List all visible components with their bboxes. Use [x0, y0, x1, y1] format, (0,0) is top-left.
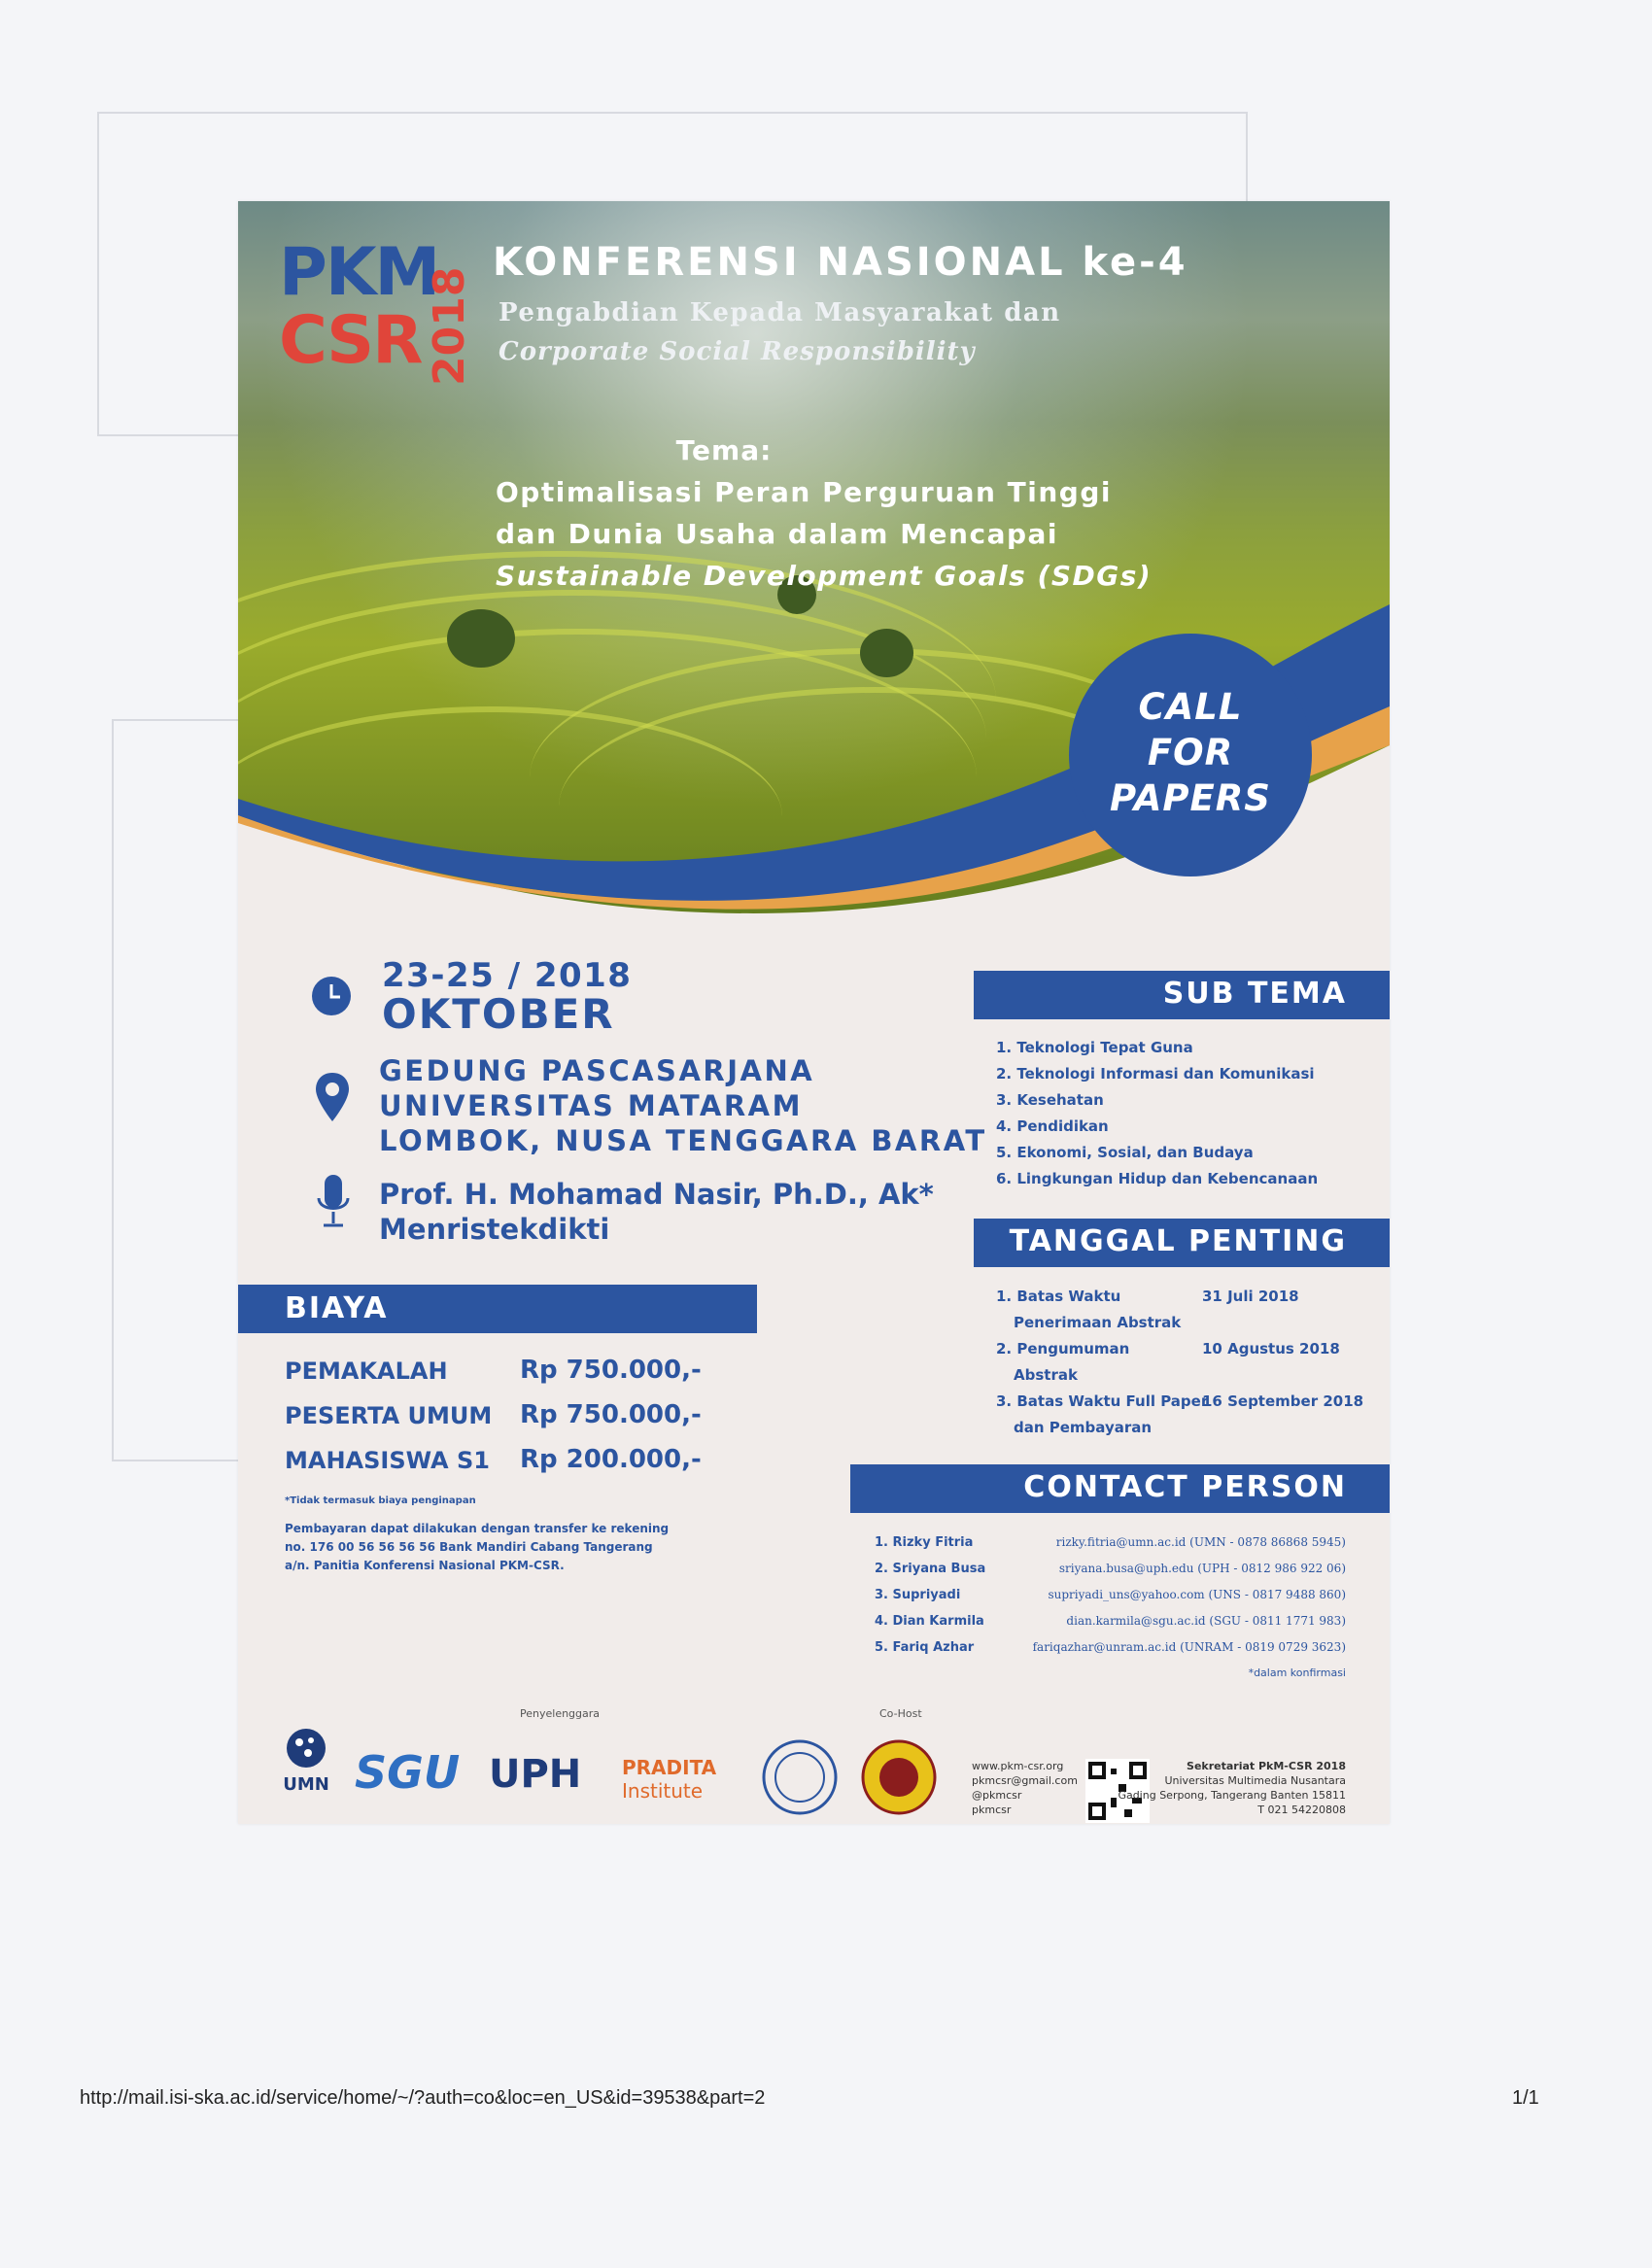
pradita-logo — [622, 1756, 716, 1803]
event-date-month: OKTOBER — [382, 990, 615, 1038]
theme-label: Tema: — [675, 434, 773, 466]
footer-links — [972, 1759, 1078, 1817]
subtheme-item: 5. Ekonomi, Sosial, dan Budaya — [996, 1144, 1254, 1161]
contact-person-heading: CONTACT PERSON — [850, 1464, 1390, 1513]
theme-line: Optimalisasi Peran Perguruan Tinggi — [496, 476, 1112, 508]
location-pin-icon — [314, 1071, 351, 1123]
subtheme-heading: SUB TEMA — [974, 971, 1390, 1019]
sgu-logo: SGU — [355, 1746, 461, 1799]
important-date-value: 16 September 2018 — [1202, 1392, 1364, 1410]
print-page-number: 1/1 — [1512, 2087, 1539, 2109]
hero-landscape — [238, 201, 1390, 940]
keynote-speaker: Prof. H. Mohamad Nasir, Ph.D., Ak* — [379, 1178, 934, 1211]
theme-line: dan Dunia Usaha dalam Mencapai — [496, 518, 1059, 550]
microphone-icon — [314, 1173, 353, 1233]
organizer-label: Penyelenggara — [520, 1707, 601, 1720]
payment-info: no. 176 00 56 56 56 56 Bank Mandiri Cabang Tangerang — [285, 1540, 653, 1554]
secretariat-title: Sekretariat PkM-CSR 2018 — [1187, 1760, 1346, 1772]
logo-year — [425, 230, 474, 386]
contact-email-phone: rizky.fitria@umn.ac.id (UMN - 0878 86868 5945) — [1055, 1535, 1346, 1549]
important-date-label — [996, 1284, 1181, 1336]
fee-label: MAHASISWA S1 — [285, 1447, 490, 1474]
date-label-line: 1. Batas Waktu — [996, 1288, 1121, 1305]
contact-email-phone: dian.karmila@sgu.ac.id (SGU - 0811 1771 983) — [1066, 1614, 1346, 1628]
important-dates-heading: TANGGAL PENTING — [974, 1219, 1390, 1267]
contact-name: 2. Sriyana Busa — [875, 1562, 986, 1576]
keynote-speaker-title: Menristekdikti — [379, 1213, 610, 1246]
cfp-line: CALL — [1138, 686, 1243, 728]
twitter-link[interactable]: @pkmcsr — [972, 1789, 1022, 1802]
contact-note: *dalam konfirmasi — [1248, 1667, 1346, 1679]
clock-icon — [311, 976, 352, 1016]
logo-pkm: PKM — [279, 234, 439, 311]
fee-label: PEMAKALAH — [285, 1357, 448, 1385]
umn-text: UMN — [283, 1774, 329, 1795]
conference-subtitle: Pengabdian Kepada Masyarakat dan — [499, 298, 1061, 327]
venue-line: GEDUNG PASCASARJANA — [379, 1054, 815, 1087]
conference-subtitle-italic: Corporate Social Responsibility — [499, 337, 976, 366]
fee-amount: Rp 200.000,- — [520, 1445, 702, 1474]
uph-logo: UPH — [489, 1752, 582, 1797]
fee-amount: Rp 750.000,- — [520, 1356, 702, 1385]
contact-name: 4. Dian Karmila — [875, 1614, 984, 1629]
umn-emblem-icon — [282, 1727, 330, 1770]
date-label-line: 3. Batas Waktu Full Paper — [996, 1392, 1209, 1410]
payment-info: Pembayaran dapat dilakukan dengan transfer ke rekening — [285, 1522, 670, 1535]
important-date-value: 31 Juli 2018 — [1202, 1288, 1299, 1305]
fees-heading: BIAYA — [238, 1285, 757, 1333]
contact-email-phone: supriyadi_uns@yahoo.com (UNS - 0817 9488 860) — [1048, 1588, 1346, 1601]
cfp-line: FOR — [1147, 732, 1234, 773]
conference-poster — [238, 201, 1390, 1824]
email-link[interactable]: pkmcsr@gmail.com — [972, 1774, 1078, 1787]
logo-csr: CSR — [279, 302, 422, 379]
venue-line: LOMBOK, NUSA TENGGARA BARAT — [379, 1124, 987, 1157]
website-link[interactable]: www.pkm-csr.org — [972, 1760, 1064, 1772]
important-date-label — [996, 1336, 1129, 1389]
fee-note: *Tidak termasuk biaya penginapan — [285, 1495, 476, 1506]
date-label-line: dan Pembayaran — [1014, 1419, 1153, 1436]
subtheme-item: 1. Teknologi Tepat Guna — [996, 1039, 1193, 1056]
theme-line: Sustainable Development Goals (SDGs) — [496, 560, 1153, 592]
important-date-value: 10 Agustus 2018 — [1202, 1340, 1340, 1357]
secretariat-line: Universitas Multimedia Nusantara — [1164, 1774, 1346, 1787]
subtheme-item: 2. Teknologi Informasi dan Komunikasi — [996, 1065, 1315, 1082]
date-label-line: Penerimaan Abstrak — [1014, 1314, 1182, 1331]
contact-name: 3. Supriyadi — [875, 1588, 961, 1602]
fee-amount: Rp 750.000,- — [520, 1400, 702, 1429]
payment-info: a/n. Panitia Konferensi Nasional PKM-CSR. — [285, 1559, 565, 1572]
subtheme-item: 6. Lingkungan Hidup dan Kebencanaan — [996, 1170, 1319, 1187]
subtheme-item: 4. Pendidikan — [996, 1117, 1109, 1135]
date-label-line: Abstrak — [1014, 1366, 1078, 1384]
pradita-text: PRADITA — [622, 1756, 717, 1779]
umn-logo — [282, 1727, 330, 1795]
fee-label: PESERTA UMUM — [285, 1402, 493, 1429]
university-seal-icon — [761, 1738, 839, 1816]
unram-seal-icon — [860, 1738, 938, 1816]
call-for-papers-badge — [1069, 634, 1312, 876]
cohost-label: Co-Host — [879, 1707, 922, 1720]
secretariat-line: Gading Serpong, Tangerang Banten 15811 — [1118, 1789, 1346, 1802]
subtheme-item: 3. Kesehatan — [996, 1091, 1104, 1109]
secretariat-line: T 021 54220808 — [1257, 1804, 1346, 1816]
event-date-range: 23-25 / 2018 — [382, 956, 633, 995]
print-url: http://mail.isi-ska.ac.id/service/home/~/?auth=co&loc=en_US&id=39538&part=2 — [80, 2087, 766, 2109]
venue-line: UNIVERSITAS MATARAM — [379, 1089, 803, 1122]
important-date-label — [996, 1389, 1208, 1441]
logo-year-text: 2018 — [425, 266, 474, 386]
pradita-institute-text: Institute — [622, 1779, 704, 1803]
conference-title: KONFERENSI NASIONAL ke-4 — [493, 240, 1188, 285]
date-label-line: 2. Pengumuman — [996, 1340, 1130, 1357]
cfp-line: PAPERS — [1110, 777, 1271, 819]
contact-name: 5. Fariq Azhar — [875, 1640, 975, 1655]
pkm-csr-logo — [279, 234, 439, 380]
contact-email-phone: fariqazhar@unram.ac.id (UNRAM - 0819 0729 3623) — [1032, 1640, 1346, 1654]
contact-email-phone: sriyana.busa@uph.edu (UPH - 0812 986 922 06) — [1058, 1562, 1346, 1575]
secretariat-info — [1118, 1759, 1346, 1817]
facebook-link[interactable]: pkmcsr — [972, 1804, 1012, 1816]
contact-name: 1. Rizky Fitria — [875, 1535, 974, 1550]
